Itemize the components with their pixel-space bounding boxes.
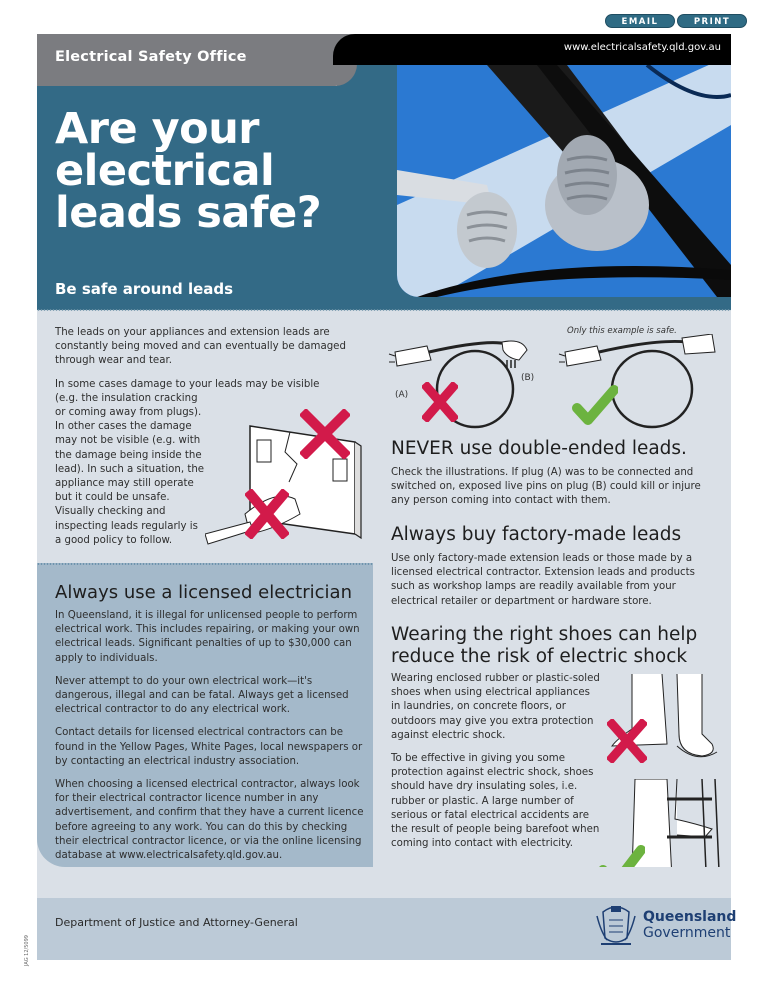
licensed-paragraph-4: When choosing a licensed electrical contractor, always look for their electrical contractor licence number in any advertisement, and confirm that they have a current licence before agreeing to any work. You can do this by checking their electrical contractor licence, or via the online licensing database at www.electricalsafety.qld.gov.au.	[55, 779, 364, 862]
hero-photo-power-board	[397, 65, 731, 297]
section-heading: Always buy factory-made leads	[391, 524, 682, 545]
licensed-paragraph-1: In Queensland, it is illegal for unlicensed people to perform electrical work. This includes repairing, or making your own electrical leads. Significant penalties of up to $30,000 can apply to individuals.	[55, 610, 360, 664]
licensed-paragraph-2: Never attempt to do your own electrical work—it's dangerous, illegal and can be fatal. Always get a licensed electrical contractor to do any electrical work.	[55, 675, 349, 716]
shoes-paragraph-2: To be effective in giving you some protection against electric shock, shoes should have dry insulating soles, i.e. rubber or plastic. A large number of serious or fatal electrical accidents are the result of people being barefoot when coming into contact with electricity.	[391, 753, 600, 850]
section-heading: NEVER use double-ended leads.	[391, 438, 687, 459]
document-code: JAG 12/5099	[24, 935, 30, 966]
double-ended-body: Check the illustrations. If plug (A) was to be connected and switched on, exposed live pins on plug (B) could kill or injure any person coming into contact with them.	[391, 467, 701, 507]
red-cross-icon	[300, 409, 350, 463]
section-heading: Wearing the right shoes can help reduce the risk of electric shock	[391, 624, 698, 667]
text-line: lead). In such a situation, the	[55, 463, 205, 475]
double-ended-section	[391, 438, 721, 518]
text-line: appliance may still operate	[55, 478, 194, 490]
divider-dotted	[37, 563, 373, 565]
email-button[interactable]: EMAIL	[605, 14, 675, 28]
red-cross-icon	[245, 489, 289, 543]
page-title	[55, 104, 322, 238]
green-check-icon	[572, 384, 618, 430]
page-subtitle: Be safe around leads	[55, 280, 234, 298]
plug-b-label: (B)	[521, 373, 535, 383]
red-cross-icon	[422, 382, 458, 426]
text-line: the damage being inside the	[55, 449, 202, 461]
title-line: Are your	[55, 104, 260, 154]
body-bottom-curve	[37, 867, 731, 898]
damaged-socket-illustration	[205, 404, 370, 554]
queensland-government-logo-line1: Queensland	[643, 909, 737, 925]
text-line: or coming away from plugs).	[55, 407, 202, 419]
url-band	[333, 34, 731, 65]
title-line: electrical	[55, 146, 275, 196]
brand-band	[37, 34, 357, 86]
double-ended-lead-illustration	[387, 334, 537, 434]
flyer-page	[37, 34, 737, 960]
queensland-coat-of-arms-icon	[593, 902, 639, 948]
text-line: In some cases damage to your leads may be visible	[55, 378, 320, 390]
factory-made-section	[391, 524, 721, 618]
text-line: but it could be unsafe.	[55, 492, 170, 504]
divider-dotted	[37, 309, 731, 311]
red-cross-icon	[607, 719, 647, 767]
text-line: may not be visible (e.g. with	[55, 435, 201, 447]
text-line: a good policy to follow.	[55, 534, 173, 546]
licensed-paragraph-3: Contact details for licensed electrical contractors can be found in the Yellow Pages, White Pages, local newspapers or by contacting an electrical industry association.	[55, 727, 363, 767]
shoes-text	[391, 672, 601, 860]
site-url[interactable]: www.electricalsafety.qld.gov.au	[563, 42, 721, 53]
text-line: In other cases the damage	[55, 421, 192, 433]
licensed-electrician-section	[55, 582, 365, 872]
queensland-government-logo-line2: Government	[643, 925, 731, 941]
section-heading: Always use a licensed electrician	[55, 582, 352, 603]
brand-name: Electrical Safety Office	[55, 49, 247, 65]
text-line: (e.g. the insulation cracking	[55, 392, 198, 404]
text-line: Visually checking and	[55, 506, 166, 518]
factory-made-body: Use only factory-made extension leads or those made by a licensed electrical contractor. Extension leads and products such as workshop lamps are readily available from your electrical retailer or department or hardware store.	[391, 553, 695, 607]
plug-a-label: (A)	[395, 390, 409, 400]
safe-example-caption: Only this example is safe.	[567, 326, 677, 336]
print-button[interactable]: PRINT	[677, 14, 747, 28]
department-name: Department of Justice and Attorney-General	[55, 916, 298, 929]
text-line: inspecting leads regularly is	[55, 520, 198, 532]
intro-paragraph-1: The leads on your appliances and extension leads are constantly being moved and can eventually be damaged through wear and tear.	[55, 327, 346, 367]
shoes-section	[391, 624, 721, 674]
title-line: leads safe?	[55, 188, 322, 238]
shoes-paragraph-1: Wearing enclosed rubber or plastic-soled shoes when using electrical appliances in laundries, on concrete floors, or outdoors may give you extra protection against electric shock.	[391, 673, 600, 741]
